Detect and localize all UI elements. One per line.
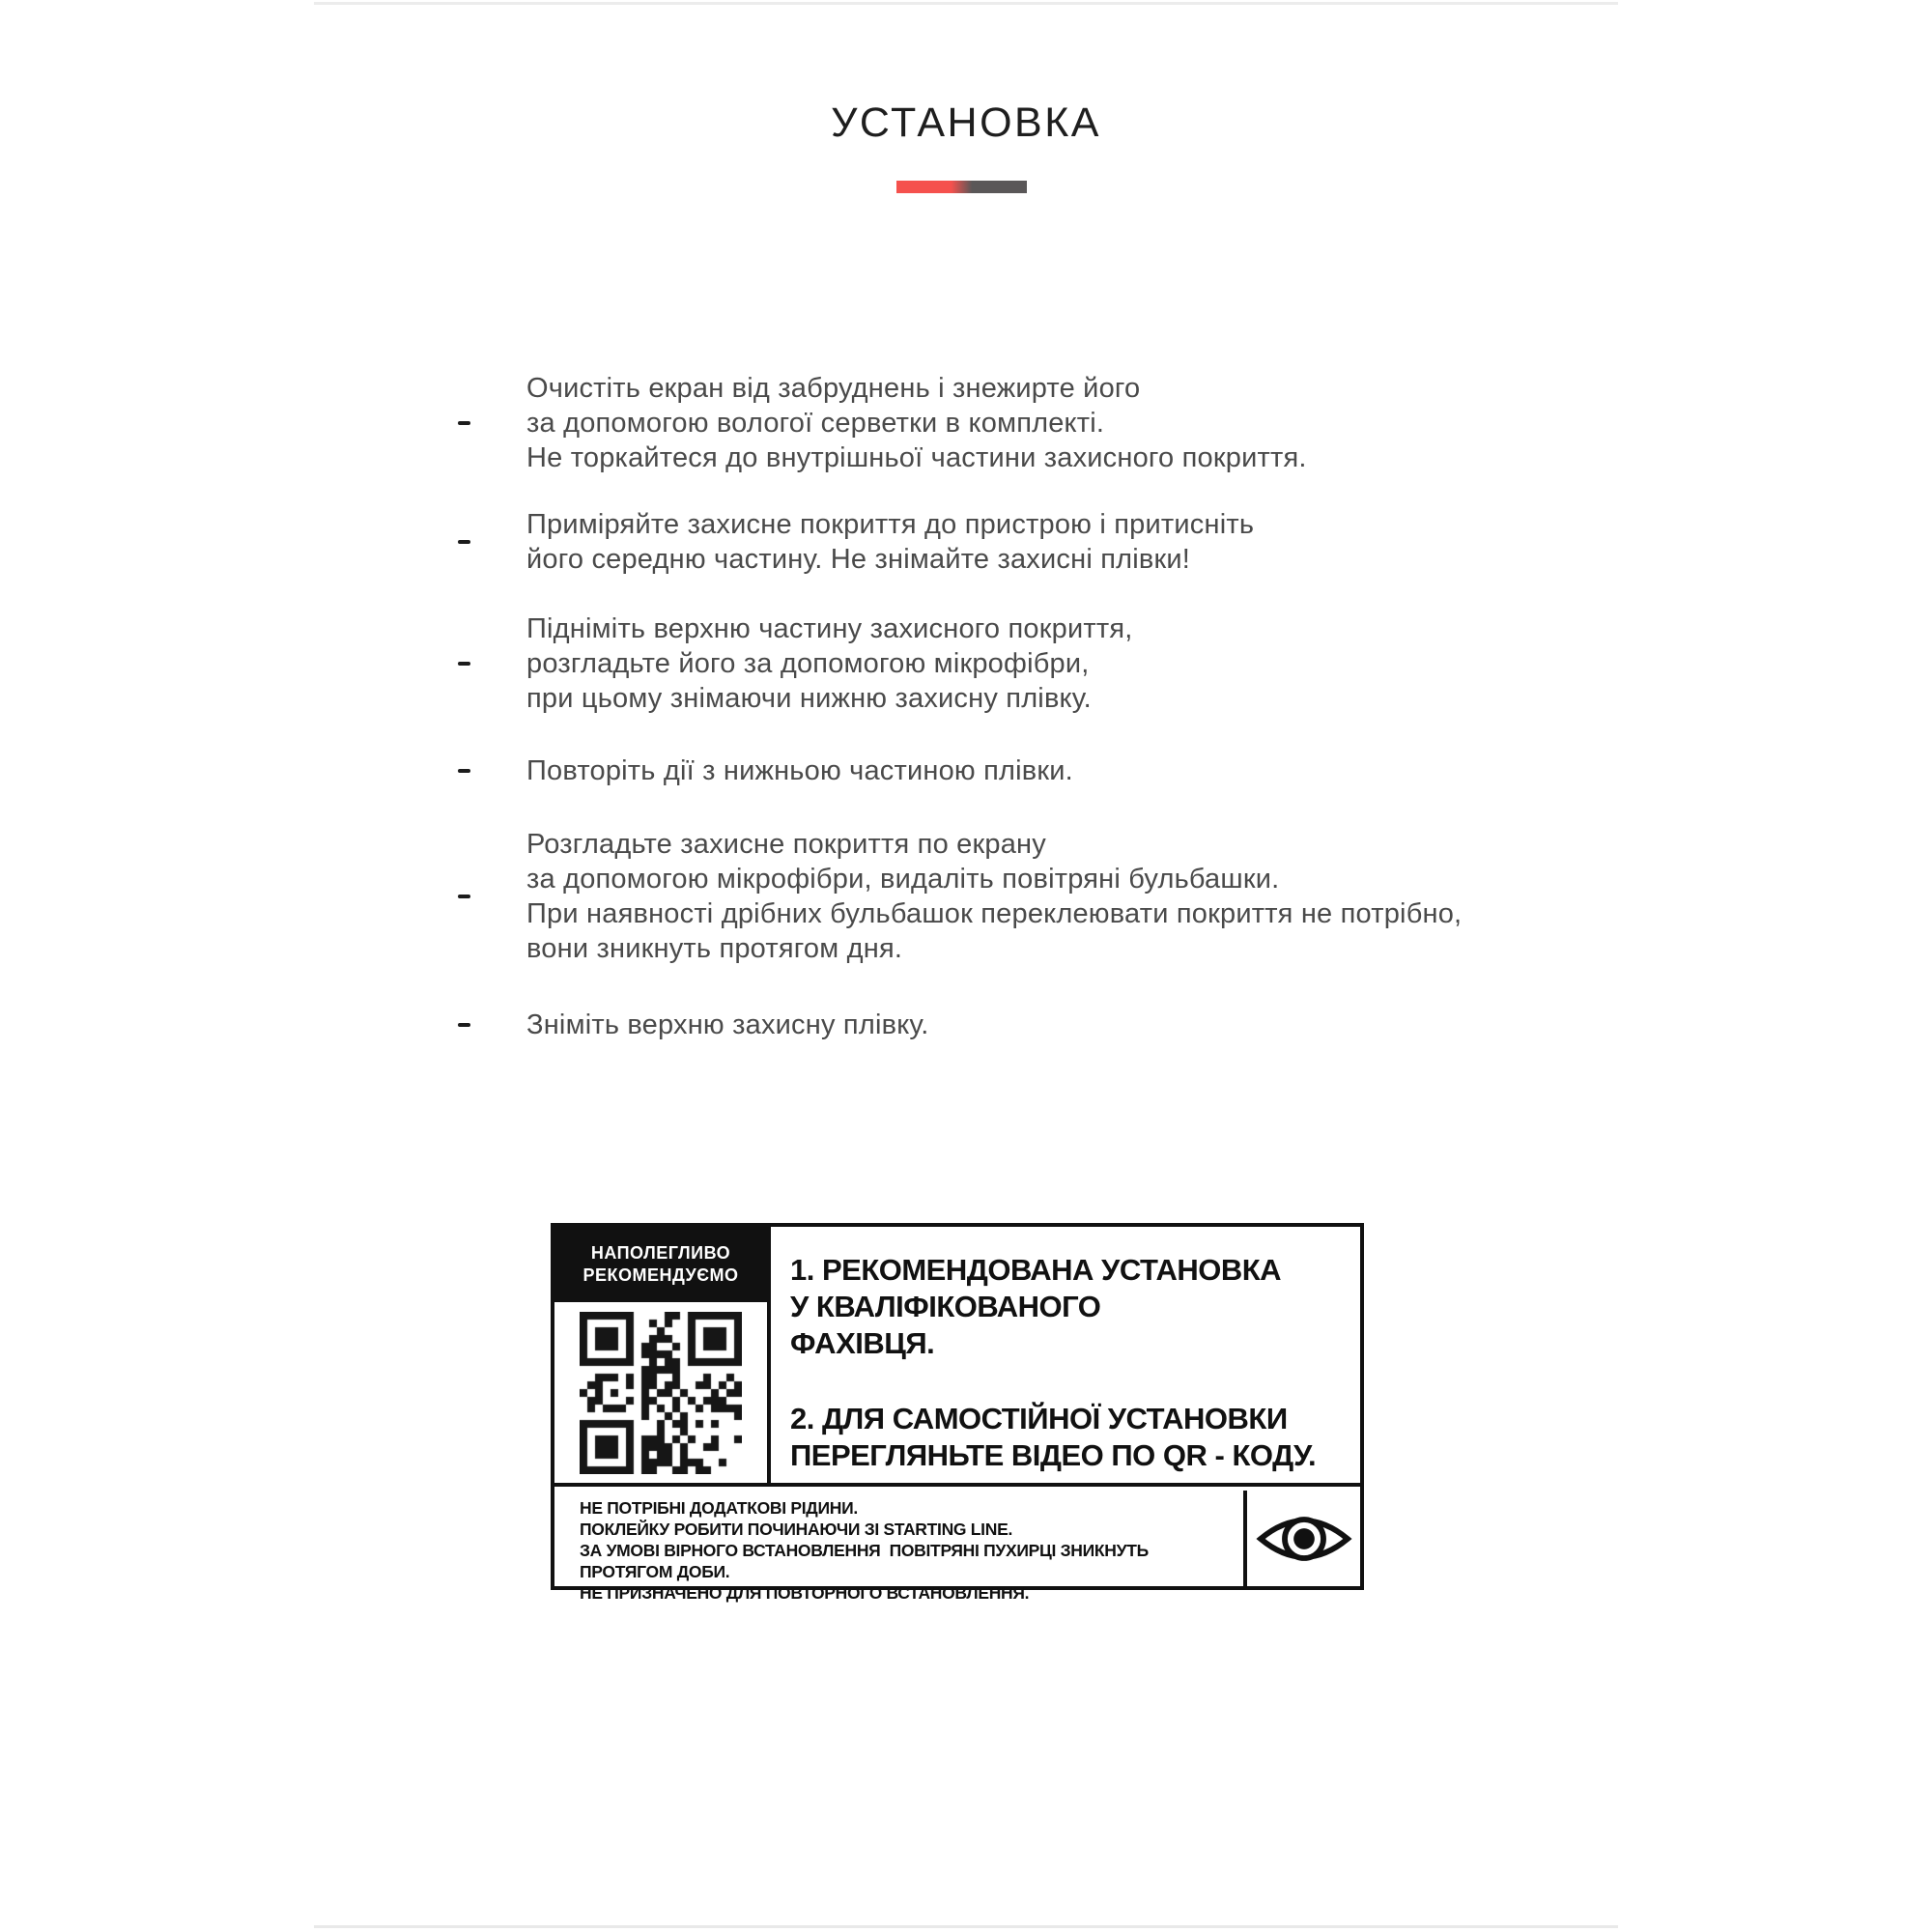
title-accent-divider [896,181,1027,193]
list-item [444,611,1797,716]
page-title: УСТАНОВКА [831,99,1101,146]
dash-bullet-icon [458,662,470,666]
step-line: розгладьте його за допомогою мікрофібри, [526,648,1090,679]
step-line: Зніміть верхню захисну плівку. [526,1009,929,1040]
step-line: Розгладьте захисне покриття по екрану [526,829,1046,860]
recommendation-item [790,1252,1350,1362]
eye-icon [1256,1509,1352,1569]
note-line: НЕ ПРИЗНАЧЕНО ДЛЯ ПОВТОРНОГО ВСТАНОВЛЕННЯ. [580,1583,1030,1603]
list-item [444,1008,1797,1042]
step-line: При наявності дрібних бульбашок переклеювати покриття не потрібно, [526,898,1463,929]
note-line: ПОКЛЕЙКУ РОБИТИ ПОЧИНАЮЧИ ЗІ STARTING LINE. [580,1520,1013,1539]
dash-bullet-icon [458,540,470,544]
step-line: Підніміть верхню частину захисного покриття, [526,613,1133,644]
note-line: НЕ ПОТРІБНІ ДОДАТКОВІ РІДИНИ. [580,1498,858,1518]
step-line: Очистіть екран від забруднень і знежирте його [526,373,1141,404]
step-line: Не торкайтеся до внутрішньої частини захисного покриття. [526,442,1307,473]
step-line: Повторіть дії з нижньою частиною плівки. [526,755,1073,786]
notes-cell [554,1491,1247,1603]
top-separator-line [314,2,1618,5]
list-item [444,507,1797,577]
recommendation-header [554,1227,767,1302]
list-item [444,753,1797,788]
list-item [444,371,1797,475]
step-line: вони зникнуть протягом дня. [526,933,903,964]
dash-bullet-icon [458,421,470,425]
dash-bullet-icon [458,1023,470,1027]
installation-steps-list [444,371,1797,1042]
list-item [444,827,1797,966]
step-line: за допомогою мікрофібри, видаліть повітряні бульбашки. [526,864,1280,895]
recommendation-line: 2. ДЛЯ САМОСТІЙНОЇ УСТАНОВКИ [790,1402,1288,1435]
recommendation-box [551,1223,1364,1603]
recommendation-line: 1. РЕКОМЕНДОВАНА УСТАНОВКА [790,1253,1282,1287]
recommendation-header-line: РЕКОМЕНДУЄМО [582,1265,739,1285]
qr-code [580,1312,742,1474]
dash-bullet-icon [458,769,470,773]
step-line: при цьому знімаючи нижню захисну плівку. [526,683,1092,714]
step-line: Приміряйте захисне покриття до пристрою і притисніть [526,509,1255,540]
recommendation-line: ФАХІВЦЯ. [790,1326,935,1360]
step-line: за допомогою вологої серветки в комплекті. [526,408,1105,439]
recommendation-header-line: НАПОЛЕГЛИВО [590,1243,731,1263]
bottom-separator-line [314,1925,1618,1928]
step-line: його середню частину. Не знімайте захисні плівки! [526,544,1191,575]
dash-bullet-icon [458,895,470,898]
note-line: ЗА УМОВІ ВІРНОГО ВСТАНОВЛЕННЯ ПОВІТРЯНІ ПУХИРЦІ ЗНИКНУТЬ ПРОТЯГОМ ДОБИ. [580,1541,1157,1581]
recommendation-line: У КВАЛІФІКОВАНОГО [790,1290,1101,1323]
recommendation-line: ПЕРЕГЛЯНЬТЕ ВІДЕО ПО QR - КОДУ. [790,1438,1317,1472]
recommendation-item [790,1401,1350,1474]
